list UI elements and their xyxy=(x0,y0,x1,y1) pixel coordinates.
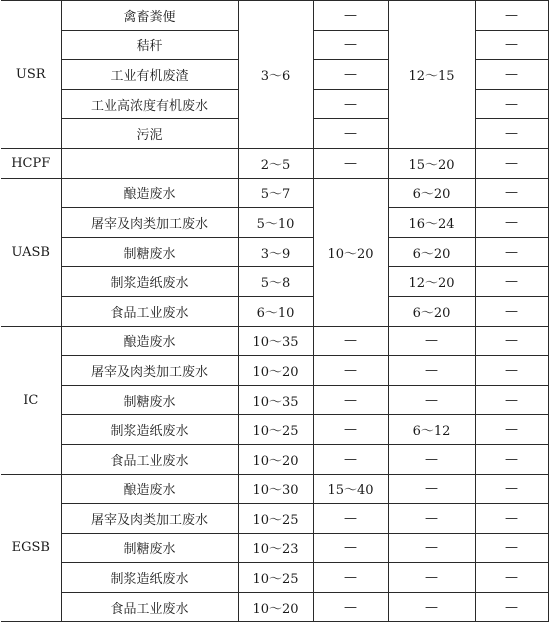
value-cell: — xyxy=(388,474,475,504)
value-cell: 10～20 xyxy=(313,178,388,326)
wastewater-type-cell: 食品工业废水 xyxy=(61,592,238,622)
value-range-cell: 5～7 xyxy=(238,178,313,208)
value-cell: — xyxy=(313,119,388,149)
value-cell: 6～20 xyxy=(388,178,475,208)
table-row xyxy=(1,296,548,326)
value-cell: — xyxy=(475,89,548,119)
table-row xyxy=(1,237,548,267)
reactor-type-cell: EGSB xyxy=(1,474,61,622)
value-cell: — xyxy=(475,415,548,445)
value-cell: — xyxy=(475,296,548,326)
value-cell: 12～20 xyxy=(388,267,475,297)
value-cell: — xyxy=(388,356,475,386)
wastewater-type-cell: 禽畜粪便 xyxy=(61,1,238,31)
value-cell: — xyxy=(313,89,388,119)
wastewater-type-cell: 食品工业废水 xyxy=(61,444,238,474)
value-range-cell: 10～25 xyxy=(238,415,313,445)
wastewater-type-cell: 制浆造纸废水 xyxy=(61,415,238,445)
value-cell: — xyxy=(388,563,475,593)
value-cell: — xyxy=(475,208,548,238)
value-cell: — xyxy=(313,356,388,386)
value-cell: 6～20 xyxy=(388,296,475,326)
value-range-cell: 10～20 xyxy=(238,444,313,474)
value-cell: — xyxy=(475,237,548,267)
value-cell: — xyxy=(475,504,548,534)
table-row xyxy=(1,504,548,534)
value-cell: 15～20 xyxy=(388,148,475,178)
reactor-type-cell: IC xyxy=(1,326,61,474)
value-cell: — xyxy=(313,60,388,90)
table-row xyxy=(1,356,548,386)
table-row xyxy=(1,444,548,474)
value-cell: — xyxy=(475,592,548,622)
value-cell: — xyxy=(475,148,548,178)
value-cell: — xyxy=(313,1,388,31)
wastewater-type-cell xyxy=(61,148,238,178)
value-cell: — xyxy=(475,563,548,593)
reactor-type-cell: UASB xyxy=(1,178,61,326)
value-range-cell: 6～10 xyxy=(238,296,313,326)
value-range-cell: 5～10 xyxy=(238,208,313,238)
reactor-type-cell: HCPF xyxy=(1,148,61,178)
value-cell: — xyxy=(313,563,388,593)
wastewater-type-cell: 酿造废水 xyxy=(61,326,238,356)
value-cell: — xyxy=(388,385,475,415)
value-range-cell: 3～6 xyxy=(238,1,313,149)
value-cell: 6～20 xyxy=(388,237,475,267)
wastewater-type-cell: 食品工业废水 xyxy=(61,296,238,326)
wastewater-type-cell: 屠宰及肉类加工废水 xyxy=(61,356,238,386)
wastewater-type-cell: 工业有机废渣 xyxy=(61,60,238,90)
wastewater-type-cell: 制糖废水 xyxy=(61,237,238,267)
wastewater-type-cell: 屠宰及肉类加工废水 xyxy=(61,208,238,238)
wastewater-type-cell: 制糖废水 xyxy=(61,533,238,563)
value-range-cell: 5～8 xyxy=(238,267,313,297)
value-cell: — xyxy=(475,119,548,149)
value-range-cell: 3～9 xyxy=(238,237,313,267)
value-range-cell: 10～25 xyxy=(238,563,313,593)
value-cell: — xyxy=(475,474,548,504)
value-cell: — xyxy=(475,1,548,31)
value-cell: — xyxy=(388,444,475,474)
table-row xyxy=(1,563,548,593)
table-row xyxy=(1,1,548,31)
wastewater-type-cell: 工业高浓度有机废水 xyxy=(61,89,238,119)
table-row xyxy=(1,533,548,563)
value-cell: — xyxy=(475,533,548,563)
wastewater-type-cell: 污泥 xyxy=(61,119,238,149)
value-cell: — xyxy=(475,178,548,208)
wastewater-type-cell: 制糖废水 xyxy=(61,385,238,415)
table-row xyxy=(1,415,548,445)
value-cell: 15～40 xyxy=(313,474,388,504)
table-row xyxy=(1,148,548,178)
table-row xyxy=(1,385,548,415)
value-cell: — xyxy=(475,356,548,386)
wastewater-type-cell: 制浆造纸废水 xyxy=(61,563,238,593)
wastewater-type-cell: 屠宰及肉类加工废水 xyxy=(61,504,238,534)
table-row xyxy=(1,474,548,504)
wastewater-type-cell: 酿造废水 xyxy=(61,474,238,504)
table-row xyxy=(1,267,548,297)
value-range-cell: 10～20 xyxy=(238,592,313,622)
value-cell: — xyxy=(313,504,388,534)
table-row xyxy=(1,178,548,208)
value-cell: — xyxy=(313,533,388,563)
value-cell: — xyxy=(313,30,388,60)
value-cell: — xyxy=(313,385,388,415)
value-cell: — xyxy=(388,504,475,534)
value-range-cell: 10～35 xyxy=(238,326,313,356)
value-cell: — xyxy=(475,444,548,474)
wastewater-type-cell: 酿造废水 xyxy=(61,178,238,208)
value-cell: — xyxy=(388,326,475,356)
value-range-cell: 10～35 xyxy=(238,385,313,415)
value-cell: 6～12 xyxy=(388,415,475,445)
value-cell: — xyxy=(388,592,475,622)
value-range-cell: 10～20 xyxy=(238,356,313,386)
value-cell: 16～24 xyxy=(388,208,475,238)
value-cell: — xyxy=(313,148,388,178)
value-range-cell: 10～23 xyxy=(238,533,313,563)
value-cell: — xyxy=(388,533,475,563)
value-cell: — xyxy=(313,415,388,445)
table-row xyxy=(1,326,548,356)
reactor-type-cell: USR xyxy=(1,1,61,149)
value-cell: — xyxy=(475,385,548,415)
wastewater-type-cell: 制浆造纸废水 xyxy=(61,267,238,297)
value-cell: — xyxy=(313,444,388,474)
table-row xyxy=(1,208,548,238)
wastewater-type-cell: 秸秆 xyxy=(61,30,238,60)
value-cell: — xyxy=(313,326,388,356)
value-cell: — xyxy=(475,326,548,356)
value-range-cell: 10～25 xyxy=(238,504,313,534)
value-cell: 12～15 xyxy=(388,1,475,149)
value-cell: — xyxy=(475,60,548,90)
table-row xyxy=(1,592,548,622)
process-parameter-table xyxy=(1,0,549,622)
value-range-cell: 2～5 xyxy=(238,148,313,178)
value-range-cell: 10～30 xyxy=(238,474,313,504)
value-cell: — xyxy=(475,30,548,60)
value-cell: — xyxy=(313,592,388,622)
value-cell: — xyxy=(475,267,548,297)
